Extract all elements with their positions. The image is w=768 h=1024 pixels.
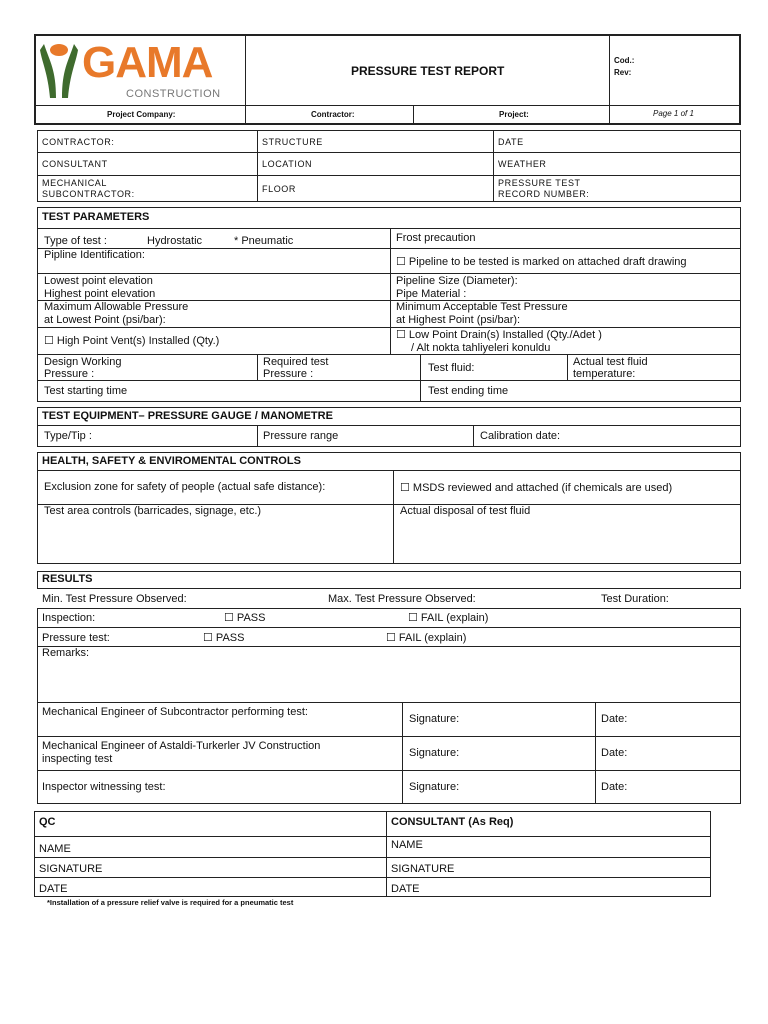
consultant-label: CONSULTANT xyxy=(42,159,108,169)
min-pressure-observed-label: Min. Test Pressure Observed: xyxy=(42,593,187,605)
inspection-fail-checkbox[interactable]: ☐ FAIL (explain) xyxy=(408,612,489,624)
grid-line xyxy=(37,702,741,703)
grid-line xyxy=(257,425,258,447)
required-test-pressure-label: Required test xyxy=(263,356,329,368)
pipeline-marked-checkbox[interactable]: ☐ Pipeline to be tested is marked on attached draft drawing xyxy=(396,256,687,268)
mech-sub-label: SUBCONTRACTOR: xyxy=(42,189,135,199)
structure-label: STRUCTURE xyxy=(262,137,323,147)
sub-engineer-label: Mechanical Engineer of Subcontractor performing test: xyxy=(42,706,308,718)
signature-label: Signature: xyxy=(409,713,460,725)
test-start-time-label: Test starting time xyxy=(44,385,128,397)
inspection-pass-checkbox[interactable]: ☐ PASS xyxy=(224,612,266,624)
min-acceptable-label: at Highest Point (psi/bar): xyxy=(396,314,521,326)
calibration-date-label: Calibration date: xyxy=(480,430,561,442)
date-label: DATE xyxy=(498,137,524,147)
pressure-test-label: Pressure test: xyxy=(42,632,110,644)
test-parameters-heading: TEST PARAMETERS xyxy=(42,211,150,223)
hse-heading: HEALTH, SAFETY & ENVIROMENTAL CONTROLS xyxy=(42,455,301,467)
remarks-label: Remarks: xyxy=(42,647,90,659)
type-tip-label: Type/Tip : xyxy=(44,430,92,442)
signature-label: Signature: xyxy=(409,747,460,759)
header-divider xyxy=(609,105,610,123)
grid-line xyxy=(402,702,403,804)
grid-line xyxy=(37,273,741,274)
grid-line xyxy=(493,130,494,202)
test-equipment-heading: TEST EQUIPMENT– PRESSURE GAUGE / MANOMETRE xyxy=(42,410,333,422)
record-number-label: PRESSURE TEST xyxy=(498,178,581,188)
grid-line xyxy=(37,770,741,771)
test-area-controls-label: Test area controls (barricades, signage, etc.) xyxy=(44,505,262,517)
results-heading: RESULTS xyxy=(42,573,93,585)
pressure-range-label: Pressure range xyxy=(263,430,339,442)
header-divider xyxy=(245,36,246,106)
grid-line xyxy=(37,175,741,176)
pressure-test-pass-checkbox[interactable]: ☐ PASS xyxy=(203,632,245,644)
max-allowable-label: at Lowest Point (psi/bar): xyxy=(44,314,166,326)
high-point-vent-checkbox[interactable]: ☐ High Point Vent(s) Installed (Qty.) xyxy=(44,335,220,347)
grid-line xyxy=(257,130,258,202)
header-divider xyxy=(36,105,739,106)
pressure-test-fail-checkbox[interactable]: ☐ FAIL (explain) xyxy=(386,632,467,644)
inspection-label: Inspection: xyxy=(42,612,96,624)
logo-text: GAMA xyxy=(82,38,213,87)
pipeline-id-label: Pipline Identification: xyxy=(44,249,145,261)
results-heading-box xyxy=(37,571,741,589)
low-point-drain-checkbox[interactable]: ☐ Low Point Drain(s) Installed (Qty./Adet ) xyxy=(396,329,602,341)
date-label: Date: xyxy=(601,747,628,759)
floor-label: FLOOR xyxy=(262,184,297,194)
pipe-material-label: Pipe Material : xyxy=(396,288,467,300)
grid-line xyxy=(37,425,741,426)
grid-line xyxy=(34,877,711,878)
fluid-disposal-label: Actual disposal of test fluid xyxy=(400,505,531,517)
grid-line xyxy=(37,228,741,229)
jv-engineer-label: Mechanical Engineer of Astaldi-Turkerler JV Construction xyxy=(42,740,321,752)
weather-label: WEATHER xyxy=(498,159,547,169)
grid-line xyxy=(37,470,741,471)
lowest-point-label: Lowest point elevation xyxy=(44,275,153,287)
grid-line xyxy=(34,836,711,837)
grid-line xyxy=(420,354,421,402)
grid-line xyxy=(37,327,741,328)
grid-line xyxy=(257,354,258,380)
inspector-label: Inspector witnessing test: xyxy=(42,781,166,793)
max-pressure-observed-label: Max. Test Pressure Observed: xyxy=(328,593,476,605)
cod-label: Cod.: xyxy=(614,56,635,65)
grid-line xyxy=(37,152,741,153)
grid-line xyxy=(37,627,741,628)
design-working-pressure-label: Design Working xyxy=(44,356,122,368)
qc-date-label: DATE xyxy=(39,883,68,895)
header-divider xyxy=(245,105,246,123)
grid-line xyxy=(595,702,596,804)
project-company-label: Project Company: xyxy=(107,110,176,119)
pneumatic-option[interactable]: * Pneumatic xyxy=(234,235,294,247)
exclusion-zone-label: Exclusion zone for safety of people (actual safe distance): xyxy=(44,481,326,493)
grid-line xyxy=(390,228,391,354)
project-label: Project: xyxy=(499,110,529,119)
report-title: PRESSURE TEST REPORT xyxy=(351,64,505,78)
date-label: Date: xyxy=(601,713,628,725)
grid-line xyxy=(473,425,474,447)
date-label: Date: xyxy=(601,781,628,793)
design-working-pressure-label: Pressure : xyxy=(44,368,95,380)
contractor-header-label: Contractor: xyxy=(311,110,355,119)
mech-sub-label: MECHANICAL xyxy=(42,178,108,188)
grid-line xyxy=(386,811,387,897)
location-label: LOCATION xyxy=(262,159,313,169)
signature-label: Signature: xyxy=(409,781,460,793)
grid-line xyxy=(34,857,711,858)
grid-line xyxy=(567,354,568,380)
logo-subtext: CONSTRUCTION xyxy=(126,88,221,100)
consultant-name-label: NAME xyxy=(391,839,423,851)
header-divider xyxy=(609,36,610,106)
required-test-pressure-label: Pressure : xyxy=(263,368,314,380)
actual-fluid-temp-label: Actual test fluid xyxy=(573,356,648,368)
grid-line xyxy=(393,470,394,564)
record-number-label: RECORD NUMBER: xyxy=(498,189,590,199)
header-divider xyxy=(413,105,414,123)
max-allowable-label: Maximum Allowable Pressure xyxy=(44,301,189,313)
qc-signature-label: SIGNATURE xyxy=(39,863,103,875)
consultant-date-label: DATE xyxy=(391,883,420,895)
qc-table xyxy=(34,811,711,897)
type-of-test-label: Type of test : xyxy=(44,235,107,247)
min-acceptable-label: Minimum Acceptable Test Pressure xyxy=(396,301,568,313)
test-fluid-label: Test fluid: xyxy=(428,362,475,374)
consultant-signature-label: SIGNATURE xyxy=(391,863,455,875)
grid-line xyxy=(37,380,741,381)
hydrostatic-option[interactable]: Hydrostatic xyxy=(147,235,203,247)
gama-emblem-icon xyxy=(40,40,78,102)
company-logo xyxy=(40,40,240,102)
grid-line xyxy=(37,646,741,647)
qc-name-label: NAME xyxy=(39,843,71,855)
footnote: *Installation of a pressure relief valve is required for a pneumatic test xyxy=(47,898,294,907)
rev-label: Rev: xyxy=(614,68,632,77)
highest-point-label: Highest point elevation xyxy=(44,288,156,300)
qc-heading: QC xyxy=(39,816,56,828)
pipeline-size-label: Pipeline Size (Diameter): xyxy=(396,275,518,287)
info-table xyxy=(37,130,741,202)
grid-line xyxy=(37,736,741,737)
test-end-time-label: Test ending time xyxy=(428,385,509,397)
consultant-heading: CONSULTANT (As Req) xyxy=(391,816,514,828)
page-number: Page 1 of 1 xyxy=(653,109,694,118)
contractor-label: CONTRACTOR: xyxy=(42,137,115,147)
test-duration-label: Test Duration: xyxy=(601,593,669,605)
jv-engineer-label: inspecting test xyxy=(42,753,113,765)
grid-line xyxy=(37,354,741,355)
low-point-drain-note: / Alt nokta tahliyeleri konuldu xyxy=(411,342,551,354)
frost-precaution-label: Frost precaution xyxy=(396,232,476,244)
actual-fluid-temp-label: temperature: xyxy=(573,368,636,380)
msds-checkbox[interactable]: ☐ MSDS reviewed and attached (if chemicals are used) xyxy=(400,482,673,494)
